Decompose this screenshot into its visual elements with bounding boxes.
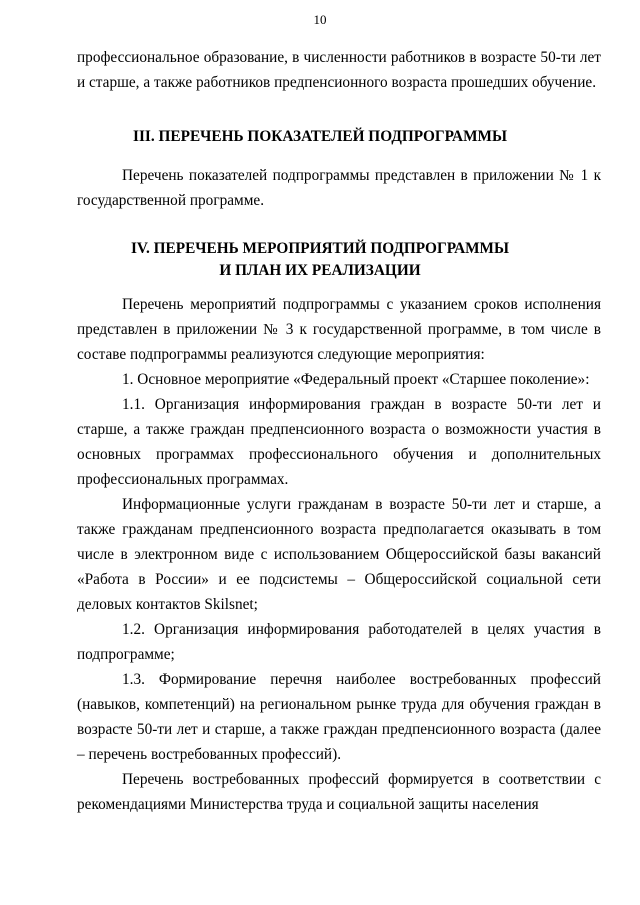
section3-title-text: III. ПЕРЕЧЕНЬ ПОКАЗАТЕЛЕЙ ПОДПРОГРАММЫ: [133, 128, 507, 145]
section3-paragraph: Перечень показателей подпрограммы представлен в приложении № 1 к государственной программе.: [77, 167, 601, 209]
intro-text: [77, 45, 601, 95]
section4-body: [77, 292, 601, 817]
section3-title: [0, 126, 640, 148]
section4-title-line1: IV. ПЕРЕЧЕНЬ МЕРОПРИЯТИЙ ПОДПРОГРАММЫ: [130, 240, 510, 257]
section4-title-line2: И ПЛАН ИХ РЕАЛИЗАЦИИ: [219, 262, 421, 279]
section4-paragraph: 1. Основное мероприятие «Федеральный проект «Старшее поколение»:: [122, 371, 590, 388]
intro-paragraph: профессиональное образование, в численности работников в возрасте 50-ти лет и старше, а также работников предпенсионного возраста прошедших обучение.: [77, 49, 601, 91]
section4-paragraph: 1.1. Организация информирования граждан в возрасте 50-ти лет и старше, а также граждан предпенсионного возраста о возможности участия в основных программах профессионального обучения и дополнительных профессиональных программах.: [77, 396, 601, 488]
section4-paragraph: Перечень мероприятий подпрограммы с указанием сроков исполнения представлен в приложении № 3 к государственной программе, в том числе в составе подпрограммы реализуются следующие мероприятия:: [77, 296, 601, 363]
section3-body: [77, 163, 601, 213]
section4-title: [0, 238, 640, 282]
section4-paragraph: Перечень востребованных профессий формируется в соответствии с рекомендациями Министерства труда и социальной защиты населения: [77, 771, 601, 813]
section4-paragraph: 1.2. Организация информирования работодателей в целях участия в подпрограмме;: [77, 621, 601, 663]
section4-paragraph: 1.3. Формирование перечня наиболее востребованных профессий (навыков, компетенций) на региональном рынке труда для обучения граждан в возрасте 50-ти лет и старше, а также граждан предпенсионного возраста (далее – перечень востребованных профессий).: [77, 671, 601, 763]
page-number: 10: [313, 12, 327, 27]
section4-paragraph: Информационные услуги гражданам в возрасте 50-ти лет и старше, а также гражданам предпенсионного возраста предполагается оказывать в том числе в электронном виде с использованием Общероссийской базы вакансий «Работа в России» и ее подсистемы – Общероссийской социальной сети деловых контактов Skilsnet;: [77, 496, 601, 613]
